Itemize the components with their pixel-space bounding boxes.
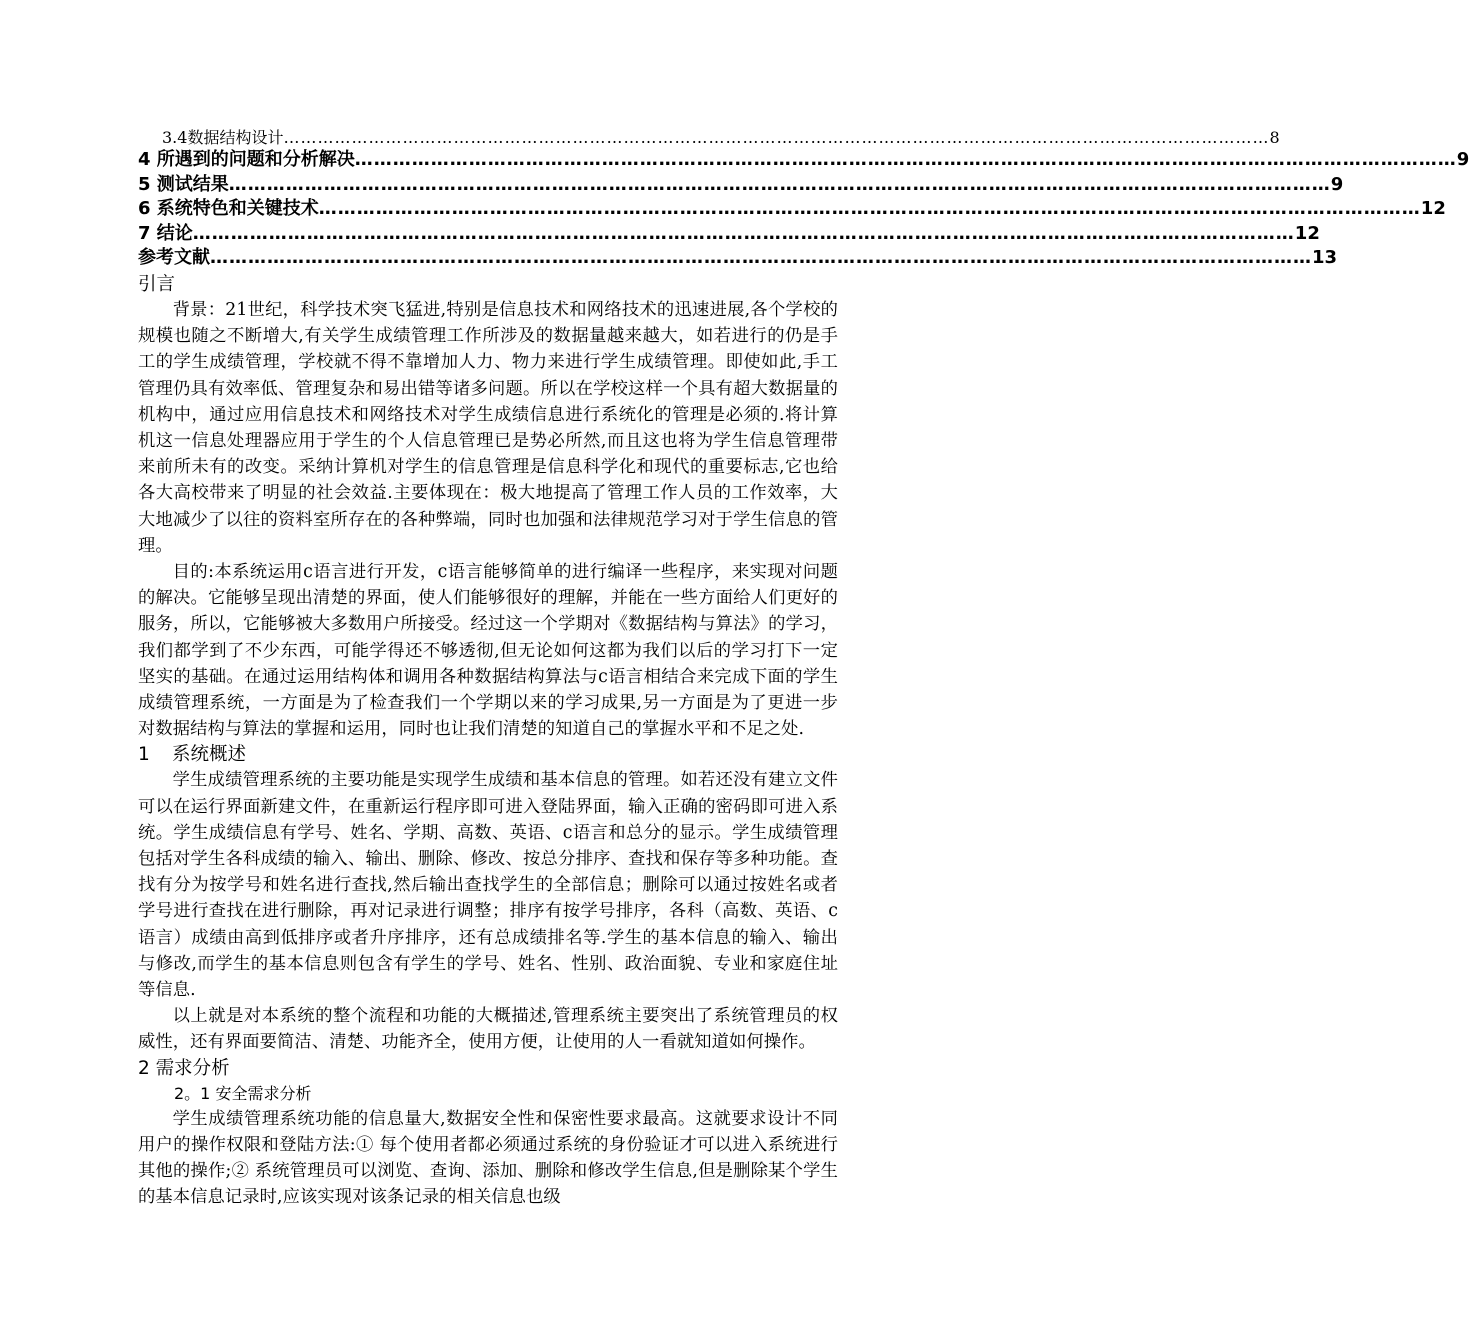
section-2-heading: 2 需求分析 [138,1057,230,1079]
toc-entry-title: 6 系统特色和关键技术 [138,198,319,219]
toc-entry-page: 9 [1456,149,1469,170]
section-1-paragraph: 学生成绩管理系统的主要功能是实现学生成绩和基本信息的管理。如若还没有建立文件可以在运行界面新建文件，在重新运行程序即可进入登陆界面，输入正确的密码即可进入系统。学生成绩信息有学号、姓名、学期、高数、英语、c语言和总分的显示。学生成绩管理包括对学生各科成绩的输入、输出、删除、修改、按总分排序、查找和保存等多种功能。查找有分为按学号和姓名进行查找,然后输出查找学生的全部信息；删除可以通过按姓名或者学号进行查找在进行删除，再对记录进行调整；排序有按学号排序，各科（高数、英语、c语言）成绩由高到低排序或者升序排序，还有总成绩排名等.学生的基本信息的输入、输出与修改,而学生的基本信息则包含有学生的学号、姓名、性别、政治面貌、专业和家庭住址等信息. [138,770,838,1001]
toc-leader-dots: ………………………………………………………………………………………………………………………………………………………… [210,247,1312,268]
toc-entry-title: 3.4数据结构设计 [162,128,284,147]
toc-leader-dots: ………………………………………………………………………………………………………………………………………………………… [354,149,1457,170]
document-body [138,272,838,1211]
toc-entry-page: 8 [1269,128,1280,147]
toc-entry-title: 5 测试结果 [138,173,229,195]
intro-background-paragraph: 背景：21世纪，科学技术突飞猛进,特别是信息技术和网络技术的迅速进展,各个学校的规模也随之不断增大,有关学生成绩管理工作所涉及的数据量越来越大，如若进行的仍是手工的学生成绩管理，学校就不得不靠增加人力、物力来进行学生成绩管理。即使如此,手工管理仍具有效率低、管理复杂和易出错等诸多问题。所以在学校这样一个具有超大数据量的机构中，通过应用信息技术和网络技术对学生成绩信息进行系统化的管理是必须的.将计算机这一信息处理器应用于学生的个人信息管理已是势必所然,而且这也将为学生信息管理带来前所未有的改变。采纳计算机对学生的信息管理是信息科学化和现代的重要标志,它也给各大高校带来了明显的社会效益.主要体现在：极大地提高了管理工作人员的工作效率，大大地减少了以往的资料室所存在的各种弊端，同时也加强和法律规范学习对于学生信息的管理。 [138,300,838,556]
toc-leader-dots: ………………………………………………………………………………………………………………………………………………………… [283,128,1270,147]
section-1-title: 系统概述 [172,744,247,766]
section-1-summary-paragraph: 以上就是对本系统的整个流程和功能的大概描述,管理系统主要突出了系统管理员的权威性，还有界面要简洁、清楚、功能齐全，使用方便，让使用的人一看就知道如何操作。 [138,1006,838,1053]
toc-leader-dots: ………………………………………………………………………………………………………………………………………………………… [318,198,1421,219]
toc-entry-page: 12 [1294,222,1320,244]
intro-purpose-paragraph: 目的:本系统运用c语言进行开发，c语言能够简单的进行编译一些程序，来实现对问题的解决。它能够呈现出清楚的界面，使人们能够很好的理解，并能在一些方面给人们更好的服务，所以，它能够被大多数用户所接受。经过这一个学期对《数据结构与算法》的学习，我们都学到了不少东西，可能学得还不够透彻,但无论如何这都为我们以后的学习打下一定坚实的基础。在通过运用结构体和调用各种数据结构算法与c语言相结合来完成下面的学生成绩管理系统，一方面是为了检查我们一个学期以来的学习成果,另一方面是为了更进一步对数据结构与算法的掌握和运用，同时也让我们清楚的知道自己的掌握水平和不足之处. [138,562,838,740]
toc-entry [138,222,1320,247]
toc-entry-page: 9 [1330,173,1344,195]
toc-sub-section [162,128,1280,148]
toc-entry [138,173,1344,198]
intro-heading: 引言 [138,274,176,295]
toc-entry-title: 参考文献 [138,247,210,268]
toc-entry [138,148,1469,173]
toc-main-section [138,148,1469,271]
section-2-1-paragraph: 学生成绩管理系统功能的信息量大,数据安全性和保密性要求最高。这就要求设计不同用户的操作权限和登陆方法:① 每个使用者都必须通过系统的身份验证才可以进入系统进行其他的操作;② 系统管理员可以浏览、查询、添加、删除和修改学生信息,但是删除某个学生的基本信息记录时,应该实现对该条记录的相关信息也级 [138,1108,838,1208]
toc-entry [138,246,1338,271]
toc-entry-title: 4 所遇到的问题和分析解决 [138,149,355,170]
section-1-heading [138,742,838,767]
toc-entry-title: 7 结论 [138,222,193,244]
toc-entry [138,197,1446,222]
section-2-1-heading: 2。1 安全需求分析 [174,1083,312,1103]
toc-entry [162,128,1280,148]
toc-leader-dots: ………………………………………………………………………………………………………………………………………………………… [192,222,1295,244]
toc-entry-page: 13 [1312,247,1338,268]
toc-entry-page: 12 [1420,198,1446,219]
toc-leader-dots: ………………………………………………………………………………………………………………………………………………………… [228,173,1331,195]
section-1-number: 1 [138,744,150,766]
